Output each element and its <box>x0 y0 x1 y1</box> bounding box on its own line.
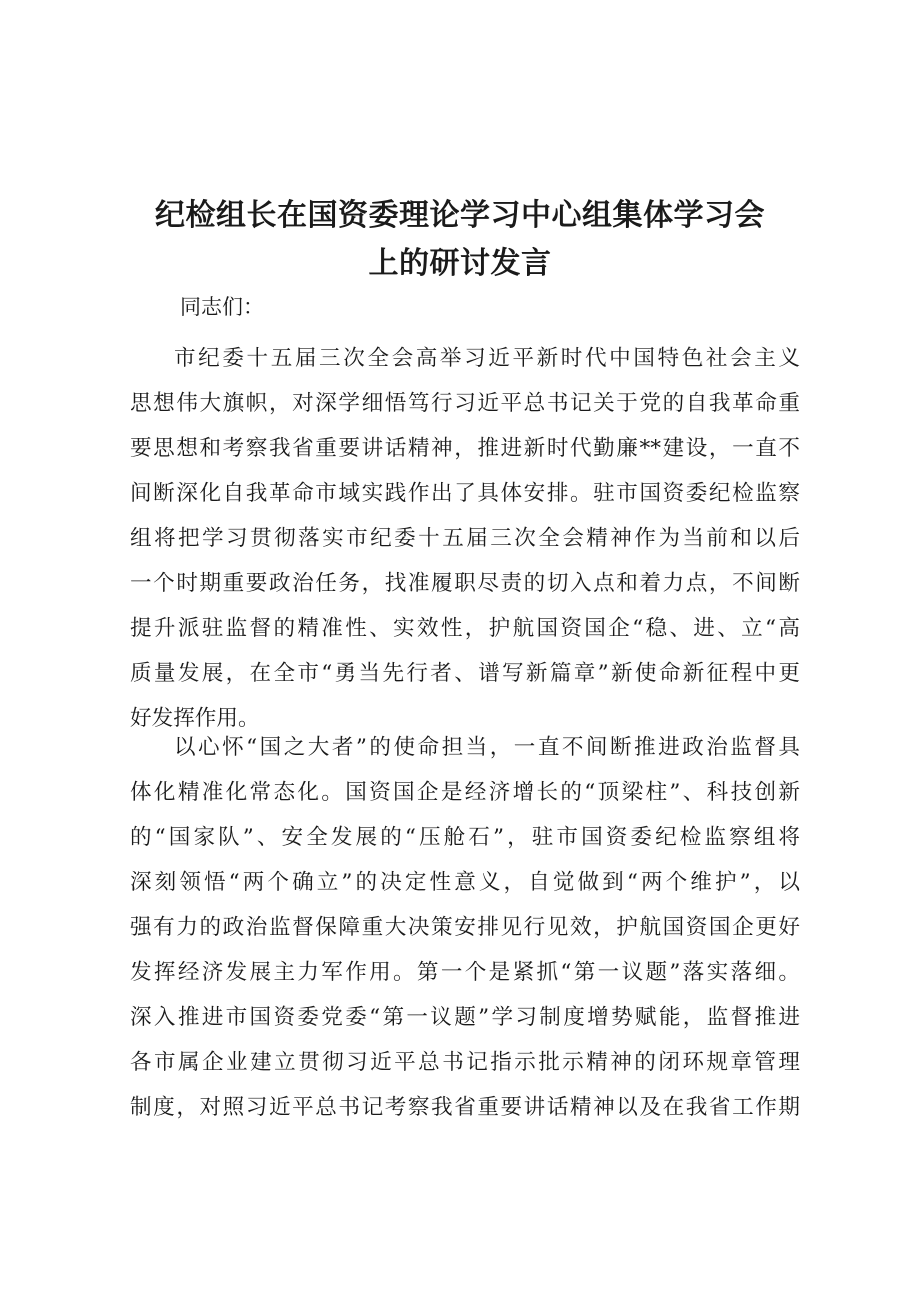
paragraph-line: 以心怀“国之大者”的使命担当，一直不间断推进政治监督具 <box>174 735 800 760</box>
paragraph-line: 强有力的政治监督保障重大决策安排见行见效，护航国资国企更好 <box>130 915 800 940</box>
paragraph-line: 市纪委十五届三次全会高举习近平新时代中国特色社会主义 <box>174 346 800 371</box>
paragraph-line: 体化精准化常态化。国资国企是经济增长的“顶梁柱”、科技创新 <box>130 780 800 805</box>
paragraph-line: 提升派驻监督的精准性、实效性，护航国资国企“稳、进、立“高 <box>130 616 800 641</box>
paragraph-line: 要思想和考察我省重要讲话精神，推进新时代勤廉**建设，一直不 <box>130 436 800 461</box>
title-line-2: 上的研讨发言 <box>368 246 552 281</box>
paragraph-line: 质量发展，在全市“勇当先行者、谱写新篇章”新使命新征程中更 <box>130 661 800 686</box>
paragraph-line: 组将把学习贯彻落实市纪委十五届三次全会精神作为当前和以后 <box>130 526 800 551</box>
paragraph-line: 制度，对照习近平总书记考察我省重要讲话精神以及在我省工作期 <box>130 1095 800 1120</box>
paragraph-1 <box>130 336 800 741</box>
paragraph-line: 一个时期重要政治任务，找准履职尽责的切入点和着力点，不间断 <box>130 571 800 596</box>
paragraph-line: 各市属企业建立贯彻习近平总书记指示批示精神的闭环规章管理 <box>130 1050 800 1075</box>
paragraph-line: 发挥经济发展主力军作用。第一个是紧抓“第一议题”落实落细。 <box>130 960 800 985</box>
paragraph-line: 深入推进市国资委党委“第一议题”学习制度增势赋能，监督推进 <box>130 1005 800 1030</box>
document-title <box>120 192 800 288</box>
paragraph-line: 深刻领悟“两个确立”的决定性意义，自觉做到“两个维护”，以 <box>130 870 800 895</box>
paragraph-line: 的“国家队”、安全发展的“压舱石”，驻市国资委纪检监察组将 <box>130 825 800 850</box>
title-line-1: 纪检组长在国资委理论学习中心组集体学习会 <box>155 198 765 233</box>
paragraph-2 <box>130 725 800 1130</box>
salutation: 同志们： <box>180 295 264 319</box>
paragraph-line: 好发挥作用。 <box>130 706 260 731</box>
paragraph-line: 思想伟大旗帜，对深学细悟笃行习近平总书记关于党的自我革命重 <box>130 391 800 416</box>
paragraph-line: 间断深化自我革命市域实践作出了具体安排。驻市国资委纪检监察 <box>130 481 800 506</box>
